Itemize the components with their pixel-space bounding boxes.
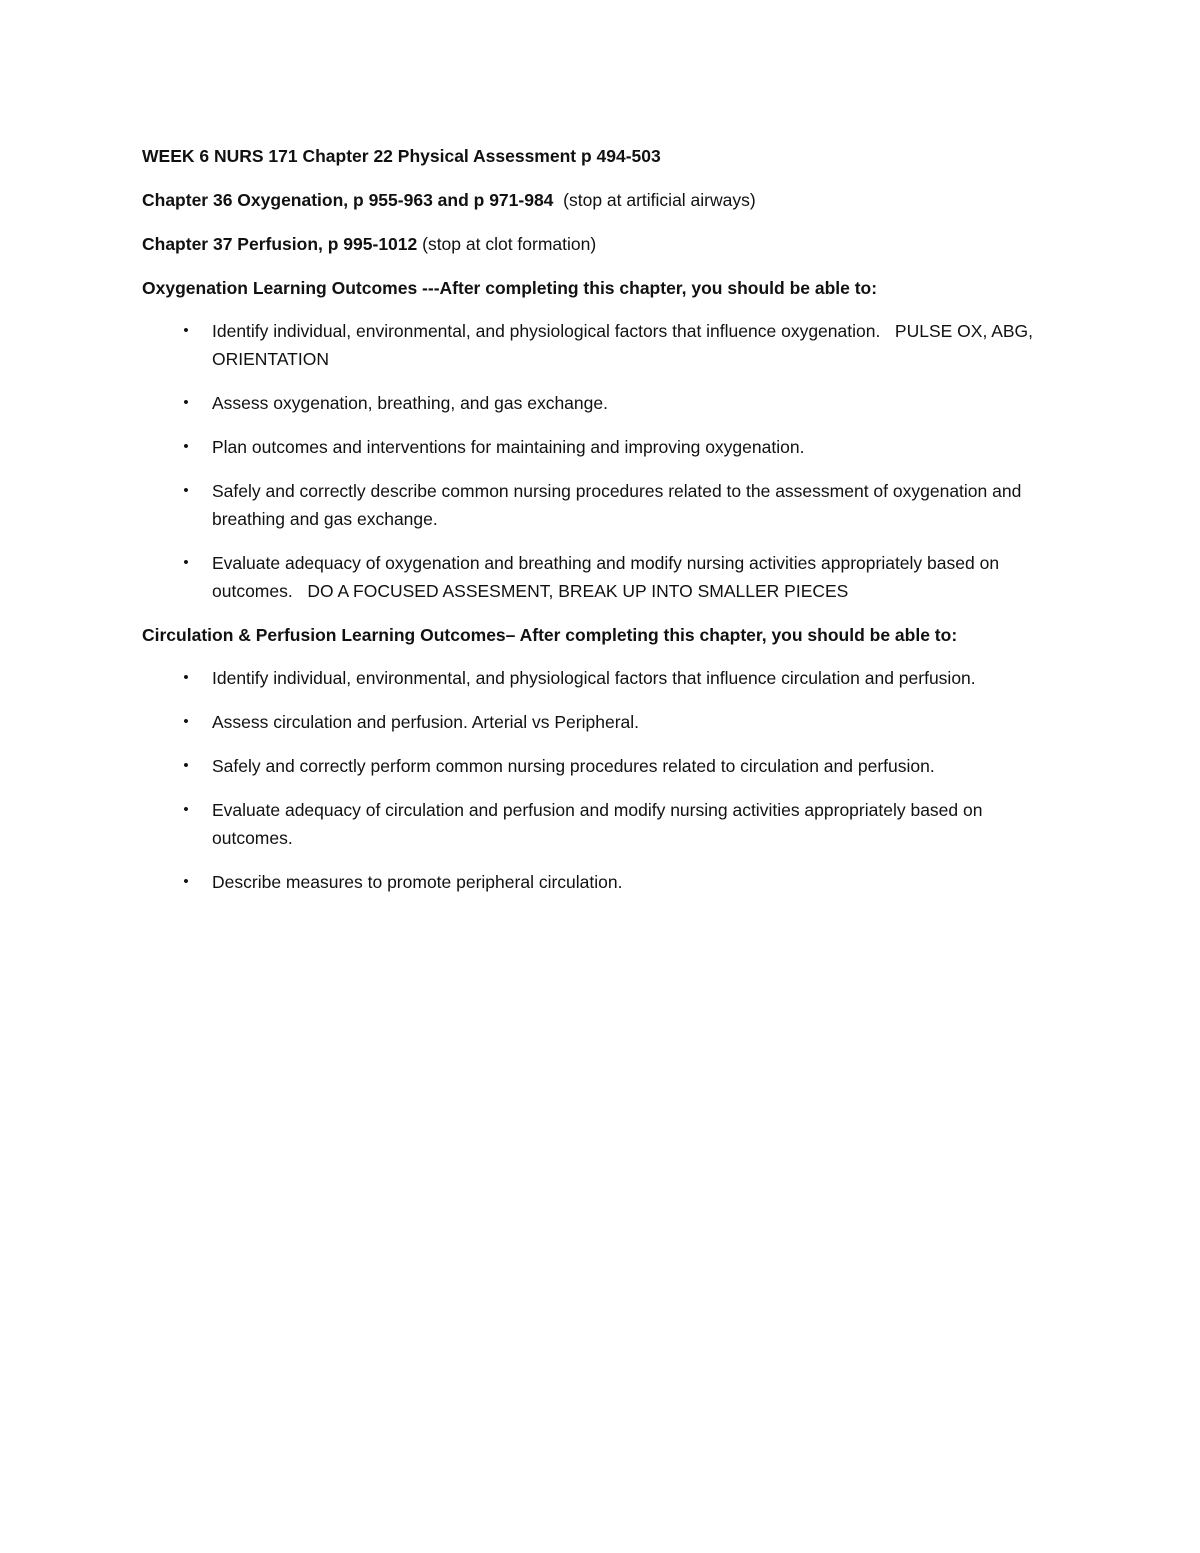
list-item [142, 433, 1072, 461]
list-item [142, 389, 1072, 417]
list-item-text: Evaluate adequacy of oxygenation and breathing and modify nursing activities appropriately based on outcomes. DO A FOCUSED ASSESMENT, BREAK UP INTO SMALLER PIECES [212, 553, 1004, 601]
list-item-text: Evaluate adequacy of circulation and perfusion and modify nursing activities appropriately based on outcomes. [212, 800, 983, 848]
bullet-icon: • [183, 482, 189, 499]
bullet-icon: • [183, 873, 189, 890]
bullet-icon: • [183, 757, 189, 774]
list-item-text: Identify individual, environmental, and physiological factors that influence circulation and perfusion. [212, 668, 976, 688]
list-item [142, 664, 1072, 692]
list-item [142, 752, 1072, 780]
list-item [142, 708, 1072, 736]
oxygenation-heading: Oxygenation Learning Outcomes ---After completing this chapter, you should be able to: [142, 278, 878, 298]
chapter-37-reading: Chapter 37 Perfusion, p 995-1012 [142, 234, 418, 254]
list-item-text: Plan outcomes and interventions for maintaining and improving oxygenation. [212, 437, 805, 457]
chapter-37-line [142, 230, 1072, 258]
list-item [142, 796, 1072, 852]
list-item-text: Identify individual, environmental, and physiological factors that influence oxygenation. PULSE OX, ABG, ORIENTATION [212, 321, 1038, 369]
perfusion-heading: Circulation & Perfusion Learning Outcomes– After completing this chapter, you should be able to: [142, 625, 958, 645]
chapter-37-note: (stop at clot formation) [417, 234, 597, 254]
list-item-text: Assess circulation and perfusion. Arterial vs Peripheral. [212, 712, 640, 732]
list-item [142, 868, 1072, 896]
chapter-36-line [142, 186, 1072, 214]
list-item [142, 317, 1072, 373]
week-title: WEEK 6 NURS 171 Chapter 22 Physical Assessment p 494-503 [142, 146, 661, 166]
bullet-icon: • [183, 801, 189, 818]
bullet-icon: • [183, 713, 189, 730]
list-item-text: Safely and correctly describe common nursing procedures related to the assessment of oxygenation and breathing and gas exchange. [212, 481, 1022, 529]
perfusion-outcomes-list [142, 664, 1072, 896]
chapter-36-reading: Chapter 36 Oxygenation, p 955-963 and p 971-984 [142, 190, 554, 210]
chapter-36-note: (stop at artificial airways) [553, 190, 756, 210]
oxygenation-outcomes-list [142, 317, 1072, 605]
list-item [142, 549, 1072, 605]
list-item-text: Safely and correctly perform common nursing procedures related to circulation and perfusion. [212, 756, 935, 776]
bullet-icon: • [183, 394, 189, 411]
bullet-icon: • [183, 554, 189, 571]
bullet-icon: • [183, 669, 189, 686]
document-content [142, 142, 1072, 912]
list-item [142, 477, 1072, 533]
list-item-text: Assess oxygenation, breathing, and gas exchange. [212, 393, 608, 413]
bullet-icon: • [183, 322, 189, 339]
bullet-icon: • [183, 438, 189, 455]
list-item-text: Describe measures to promote peripheral circulation. [212, 872, 623, 892]
